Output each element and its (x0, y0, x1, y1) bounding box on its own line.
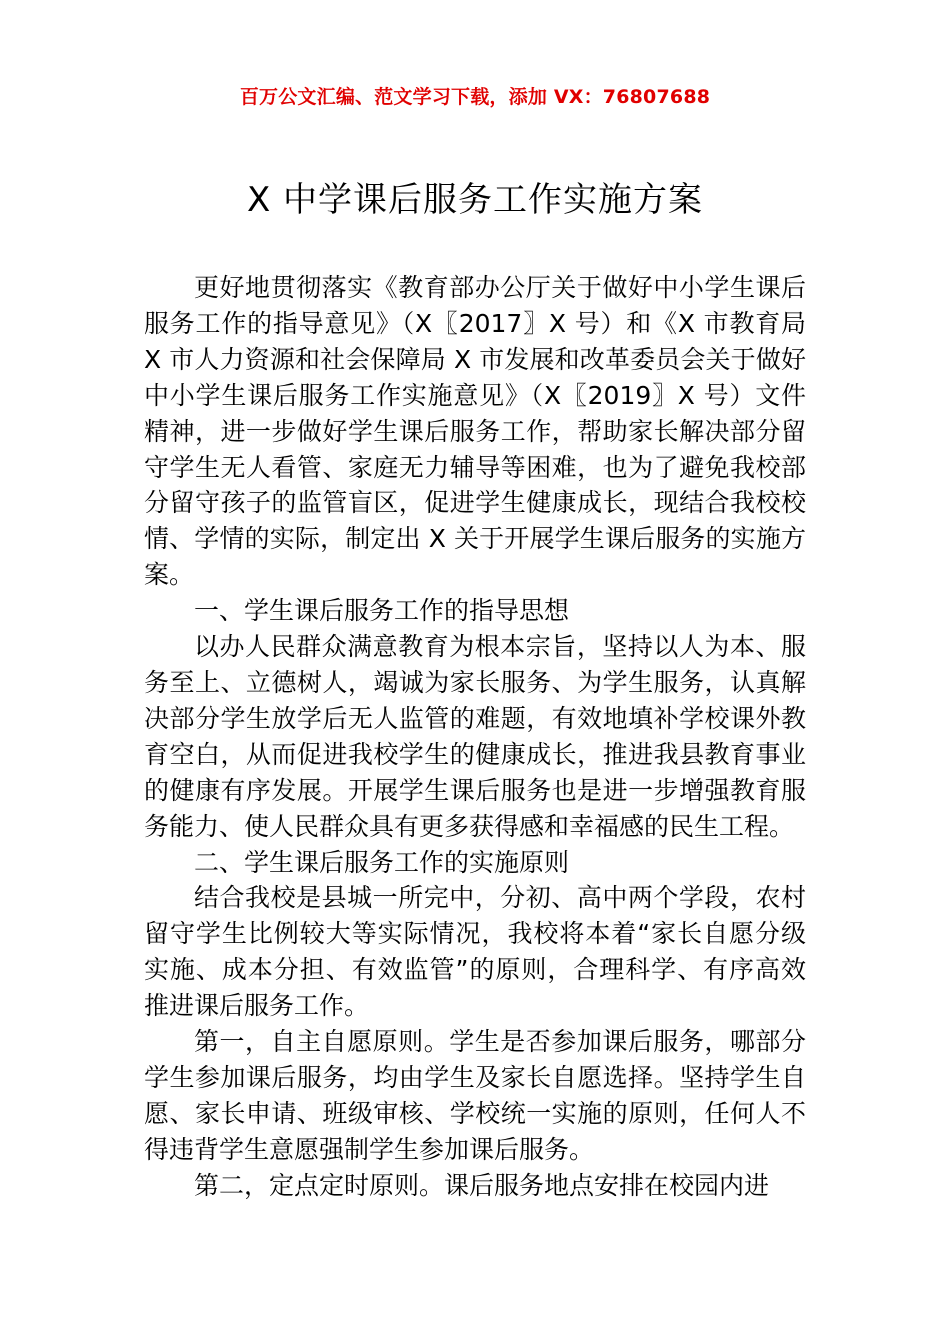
intro-paragraph: 更好地贯彻落实《教育部办公厅关于做好中小学生课后服务工作的指导意见》（X〖2017〗X 号）和《X 市教育局 X 市人力资源和社会保障局 X 市发展和改革委员会关于做好中小学生课后服务工作实施意见》（X〖2019〗X 号）文件精神，进一步做好学生课后服务工作，帮助家长解决部分留守学生无人看管、家庭无力辅导等困难，也为了避免我校部分留守孩子的监管盲区，促进学生健康成长，现结合我校校情、学情的实际，制定出 X 关于开展学生课后服务的实施方案。 (144, 273, 806, 590)
principles-paragraph: 结合我校是县城一所完中，分初、高中两个学段，农村留守学生比例较大等实际情况，我校将本着“家长自愿分级实施、成本分担、有效监管”的原则，合理科学、有序高效推进课后服务工作。 (144, 883, 806, 1021)
section-heading-principles: 二、学生课后服务工作的实施原则 (194, 847, 570, 877)
section-heading-guiding-ideology: 一、学生课后服务工作的指导思想 (194, 596, 570, 626)
principle-two-paragraph: 第二，定点定时原则。课后服务地点安排在校园内进 (194, 1170, 770, 1200)
principle-one-paragraph: 第一，自主自愿原则。学生是否参加课后服务，哪部分学生参加课后服务，均由学生及家长自愿选择。坚持学生自愿、家长申请、班级审核、学校统一实施的原则，任何人不得违背学生意愿强制学生参加课后服务。 (144, 1027, 806, 1164)
guiding-ideology-paragraph: 以办人民群众满意教育为根本宗旨，坚持以人为本、服务至上、立德树人，竭诚为家长服务、为学生服务，认真解决部分学生放学后无人监管的难题，有效地填补学校课外教育空白，从而促进我校学生的健康成长，推进我县教育事业的健康有序发展。开展学生课后服务也是进一步增强教育服务能力、使人民群众具有更多获得感和幸福感的民生工程。 (144, 632, 806, 841)
document-title: X 中学课后服务工作实施方案 (246, 180, 704, 220)
watermark-banner: 百万公文汇编、范文学习下载，添加 VX：76807688 (239, 86, 711, 108)
document-body (144, 270, 806, 1204)
